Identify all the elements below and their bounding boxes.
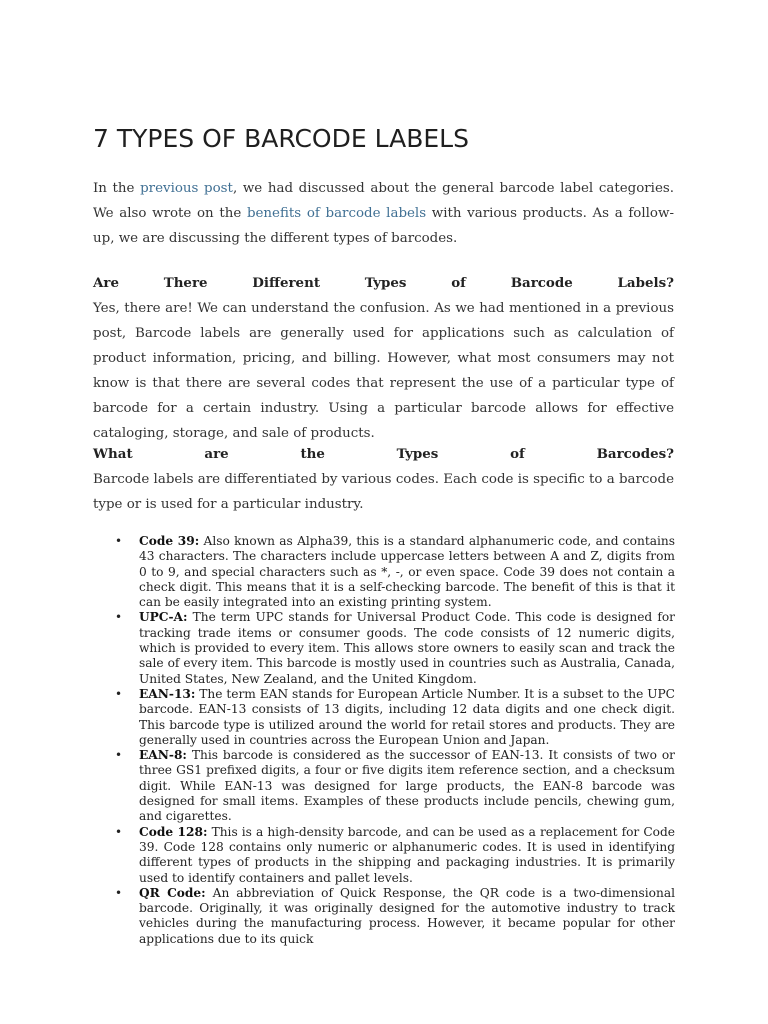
bullet-icon: • [115, 885, 123, 900]
heading-word: Different [252, 275, 321, 291]
bullet-icon: • [115, 686, 123, 701]
list-item [93, 825, 675, 886]
list-item [93, 687, 675, 748]
benefits-link[interactable]: benefits of barcode labels [246, 206, 427, 221]
list-item [93, 886, 675, 947]
heading-word: the [300, 446, 325, 462]
heading-word: are [204, 446, 229, 462]
bullet-icon: • [115, 824, 123, 839]
intro-text-1: In the [93, 181, 141, 196]
barcode-types-list [93, 534, 675, 947]
intro-text-2: , we had discussed about the general barcode label categories. We also wrote on the [93, 181, 675, 221]
heading-word: Types [364, 275, 407, 291]
type-description: The term EAN stands for European Article Number. It is a subset to the UPC barcode. EAN-13 consists of 13 digits, including 12 data digits and one check digit. This barcode type is utilized around the world for retail stores and products. They are generally used in countries across the European Union and Japan. [139, 686, 675, 747]
list-item [93, 748, 675, 824]
bullet-icon: • [115, 610, 123, 625]
type-description: This is a high-density barcode, and can be used as a replacement for Code 39. Code 128 contains only numeric or alphanumeric codes. It is used in identifying different types of products in the shipping and packaging industries. It is primarily used to identify containers and pallet levels. [139, 824, 676, 885]
type-name: EAN-13: [139, 686, 196, 701]
previous-post-link[interactable]: previous post [140, 181, 233, 196]
type-description: An abbreviation of Quick Response, the QR code is a two-dimensional barcode. Originally, it was originally designed for the automotive industry to track vehicles during the manufacturing process. However, it became popular for other applications due to its quick [139, 885, 675, 946]
heading-word: Are [93, 275, 119, 291]
intro-paragraph [93, 176, 674, 251]
list-item [93, 610, 675, 686]
section-body: Yes, there are! We can understand the confusion. As we had mentioned in a previous post, Barcode labels are generally used for applications such as calculation of product information, pricing, and billing. However, what most consumers may not know is that there are several codes that represent the use of a particular type of barcode for a certain industry. Using a particular barcode allows for effective cataloging, storage, and sale of products. [93, 301, 674, 441]
heading-word: Barcodes? [596, 446, 674, 462]
heading-word: What [93, 446, 133, 462]
type-name: UPC-A: [139, 610, 188, 625]
type-description: This barcode is considered as the successor of EAN-13. It consists of two or three GS1 prefixed digits, a four or five digits item reference section, and a checksum digit. While EAN-13 was designed for large products, the EAN-8 barcode was designed for small items. Examples of these products include pencils, chewing gum, and cigarettes. [139, 748, 675, 824]
list-item [93, 534, 675, 610]
bullet-icon: • [115, 748, 123, 763]
heading-word: of [510, 446, 525, 462]
type-name: Code 39: [139, 534, 200, 548]
heading-word: of [451, 275, 466, 291]
type-name: QR Code: [139, 885, 206, 900]
heading-word: Types [396, 446, 439, 462]
intro-text-3: with various products. As a follow-up, we are discussing the different types of barcodes. [93, 206, 674, 246]
type-description: The term UPC stands for Universal Product Code. This code is designed for tracking trade items or consumer goods. The code consists of 12 numeric digits, which is provided to every item. This allows store owners to easily scan and track the sale of every item. This barcode is mostly used in countries such as Australia, Canada, United States, New Zealand, and the United Kingdom. [139, 610, 675, 686]
heading-word: There [163, 275, 208, 291]
type-name: Code 128: [139, 824, 208, 839]
section-heading [93, 442, 674, 467]
section-different-types [93, 271, 674, 446]
bullet-icon: • [115, 534, 123, 548]
heading-word: Labels? [617, 275, 674, 291]
type-name: EAN-8: [139, 748, 187, 763]
heading-word: Barcode [510, 275, 573, 291]
section-body: Barcode labels are differentiated by various codes. Each code is specific to a barcode type or is used for a particular industry. [93, 472, 674, 512]
section-types-of-barcodes [93, 442, 674, 517]
page-title: 7 TYPES OF BARCODE LABELS [93, 124, 469, 153]
type-description: Also known as Alpha39, this is a standard alphanumeric code, and contains 43 characters. The characters include uppercase letters between A and Z, digits from 0 to 9, and special characters such as *, -, or even space. Code 39 does not contain a check digit. This means that it is a self-checking barcode. The benefit of this is that it can be easily integrated into an existing printing system. [139, 534, 675, 610]
section-heading [93, 271, 674, 296]
